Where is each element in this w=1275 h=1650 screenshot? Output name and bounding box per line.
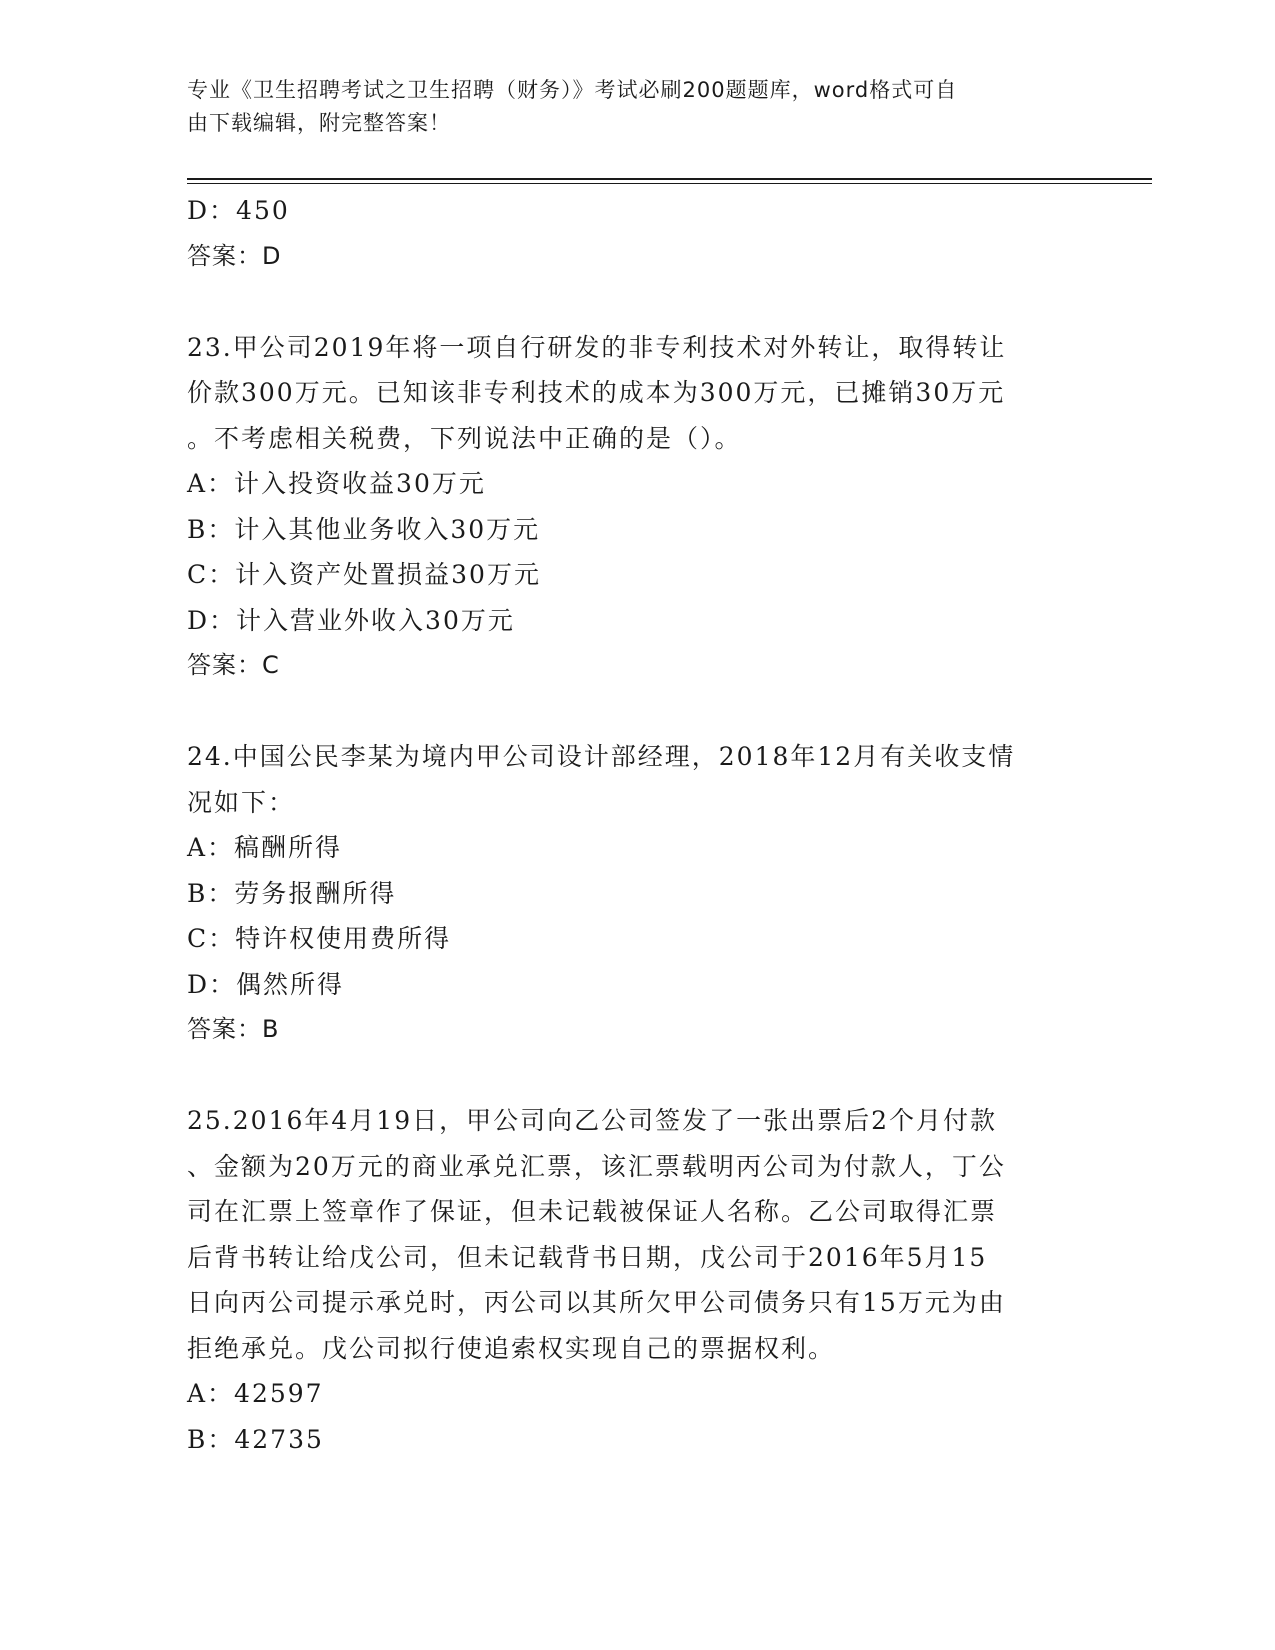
option-d: D：计入营业外收入30万元: [187, 605, 515, 635]
spacer: [187, 279, 1067, 325]
option-b: B：劳务报酬所得: [187, 878, 397, 908]
option-d: D：450: [187, 196, 290, 225]
question-text-line: 23.甲公司2019年将一项自行研发的非专利技术对外转让，取得转让: [187, 332, 1007, 362]
header-line-1: 专业《卫生招聘考试之卫生招聘（财务）》考试必刷200题题库，word格式可自: [187, 78, 958, 102]
question-text-line: 、金额为20万元的商业承兑汇票，该汇票载明丙公司为付款人，丁公: [187, 1151, 1006, 1181]
spacer: [187, 1053, 1067, 1099]
question-text-line: 况如下：: [187, 787, 296, 817]
option-a: A：稿酬所得: [187, 833, 343, 862]
document-header: [187, 74, 1067, 140]
question-23: [187, 325, 1067, 689]
answer-line: 答案：D: [187, 241, 282, 270]
question-text-line: 拒绝承兑。戊公司拟行使追索权实现自己的票据权利。: [187, 1333, 836, 1363]
option-b: B：计入其他业务收入30万元: [187, 514, 541, 544]
question-text-line: 25.2016年4月19日，甲公司向乙公司签发了一张出票后2个月付款: [187, 1106, 998, 1135]
question-25: [187, 1098, 1067, 1462]
question-text-line: 后背书转让给戊公司，但未记载背书日期，戊公司于2016年5月15: [187, 1242, 988, 1272]
option-a: A：42597: [187, 1379, 324, 1408]
previous-question-tail: [187, 188, 1067, 279]
header-line-2: 由下载编辑，附完整答案！: [187, 111, 451, 135]
spacer: [187, 689, 1067, 735]
option-c: C：特许权使用费所得: [187, 924, 452, 953]
question-text-line: 。不考虑相关税费，下列说法中正确的是（）。: [187, 423, 742, 453]
question-text-line: 司在汇票上签章作了保证，但未记载被保证人名称。乙公司取得汇票: [187, 1197, 998, 1226]
option-d: D：偶然所得: [187, 969, 345, 999]
header-rule-thin: [187, 183, 1152, 184]
option-a: A：计入投资收益30万元: [187, 469, 486, 498]
answer-line: 答案：C: [187, 651, 280, 679]
question-text-line: 日向丙公司提示承兑时，丙公司以其所欠甲公司债务只有15万元为由: [187, 1288, 1006, 1317]
option-c: C：计入资产处置损益30万元: [187, 560, 541, 589]
question-content: [187, 188, 1067, 1462]
question-24: [187, 734, 1067, 1053]
question-text-line: 价款300万元。已知该非专利技术的成本为300万元，已摊销30万元: [187, 378, 1006, 407]
answer-line: 答案：B: [187, 1015, 280, 1043]
option-b: B：42735: [187, 1424, 324, 1454]
question-text-line: 24.中国公民李某为境内甲公司设计部经理，2018年12月有关收支情: [187, 742, 1016, 771]
header-rule-thick: [187, 178, 1152, 180]
